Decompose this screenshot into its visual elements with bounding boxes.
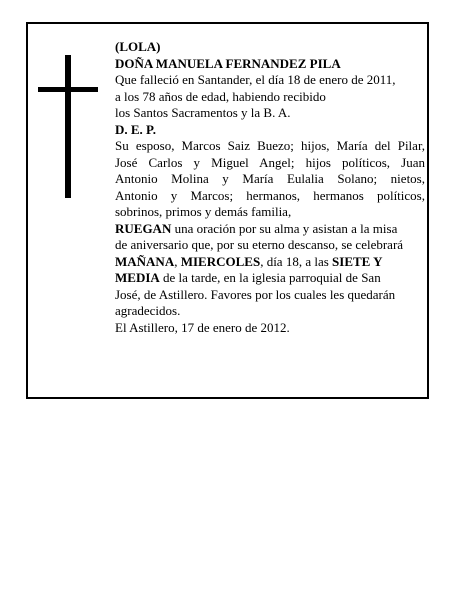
request-line	[115, 254, 425, 271]
comma-text: ,	[174, 253, 181, 269]
death-line: Que falleció en Santander, el día 18 de enero de 2011,	[115, 72, 396, 87]
family-line: sobrinos, primos y demás familia,	[115, 204, 292, 219]
rip-heading: D. E. P.	[115, 121, 157, 137]
media-text: de la tarde, en la iglesia parroquial de San	[159, 270, 381, 285]
deceased-nickname: (LOLA)	[115, 39, 161, 54]
death-line: los Santos Sacramentos y la B. A.	[115, 105, 291, 120]
request-line: de aniversario que, por su eterno descanso, se celebrará	[115, 237, 404, 252]
ruegan-word: RUEGAN	[115, 220, 172, 236]
request-line	[115, 221, 425, 238]
cross-icon	[38, 55, 98, 198]
place-date: El Astillero, 17 de enero de 2012.	[115, 319, 290, 335]
cross-vertical-bar	[65, 55, 71, 198]
day-text: , día 18, a las	[260, 253, 333, 269]
request-line: José, de Astillero. Favores por los cuales les quedarán	[115, 286, 396, 302]
miercoles-word: MIERCOLES	[180, 253, 261, 269]
obituary-notice	[26, 22, 429, 399]
request-line	[115, 270, 425, 287]
family-line: José Carlos y Miguel Angel; hijos políticos, Juan	[115, 154, 425, 170]
family-line: Su esposo, Marcos Saiz Buezo; hijos, María del Pilar,	[115, 138, 425, 153]
media-word: MEDIA	[115, 270, 160, 285]
request-line: agradecidos.	[115, 303, 181, 318]
cross-horizontal-bar	[38, 87, 98, 92]
deceased-name: DOÑA MANUELA FERNANDEZ PILA	[115, 55, 341, 71]
family-line: Antonio Molina y María Eulalia Solano; nietos,	[115, 171, 425, 186]
request-text: una oración por su alma y asistan a la misa	[171, 220, 398, 236]
manana-word: MAÑANA	[115, 253, 175, 269]
notice-text	[115, 39, 425, 336]
siete-y-word: SIETE Y	[332, 253, 383, 269]
family-line: Antonio y Marcos; hermanos, hermanos políticos,	[115, 187, 425, 203]
death-line: a los 78 años de edad, habiendo recibido	[115, 88, 326, 104]
